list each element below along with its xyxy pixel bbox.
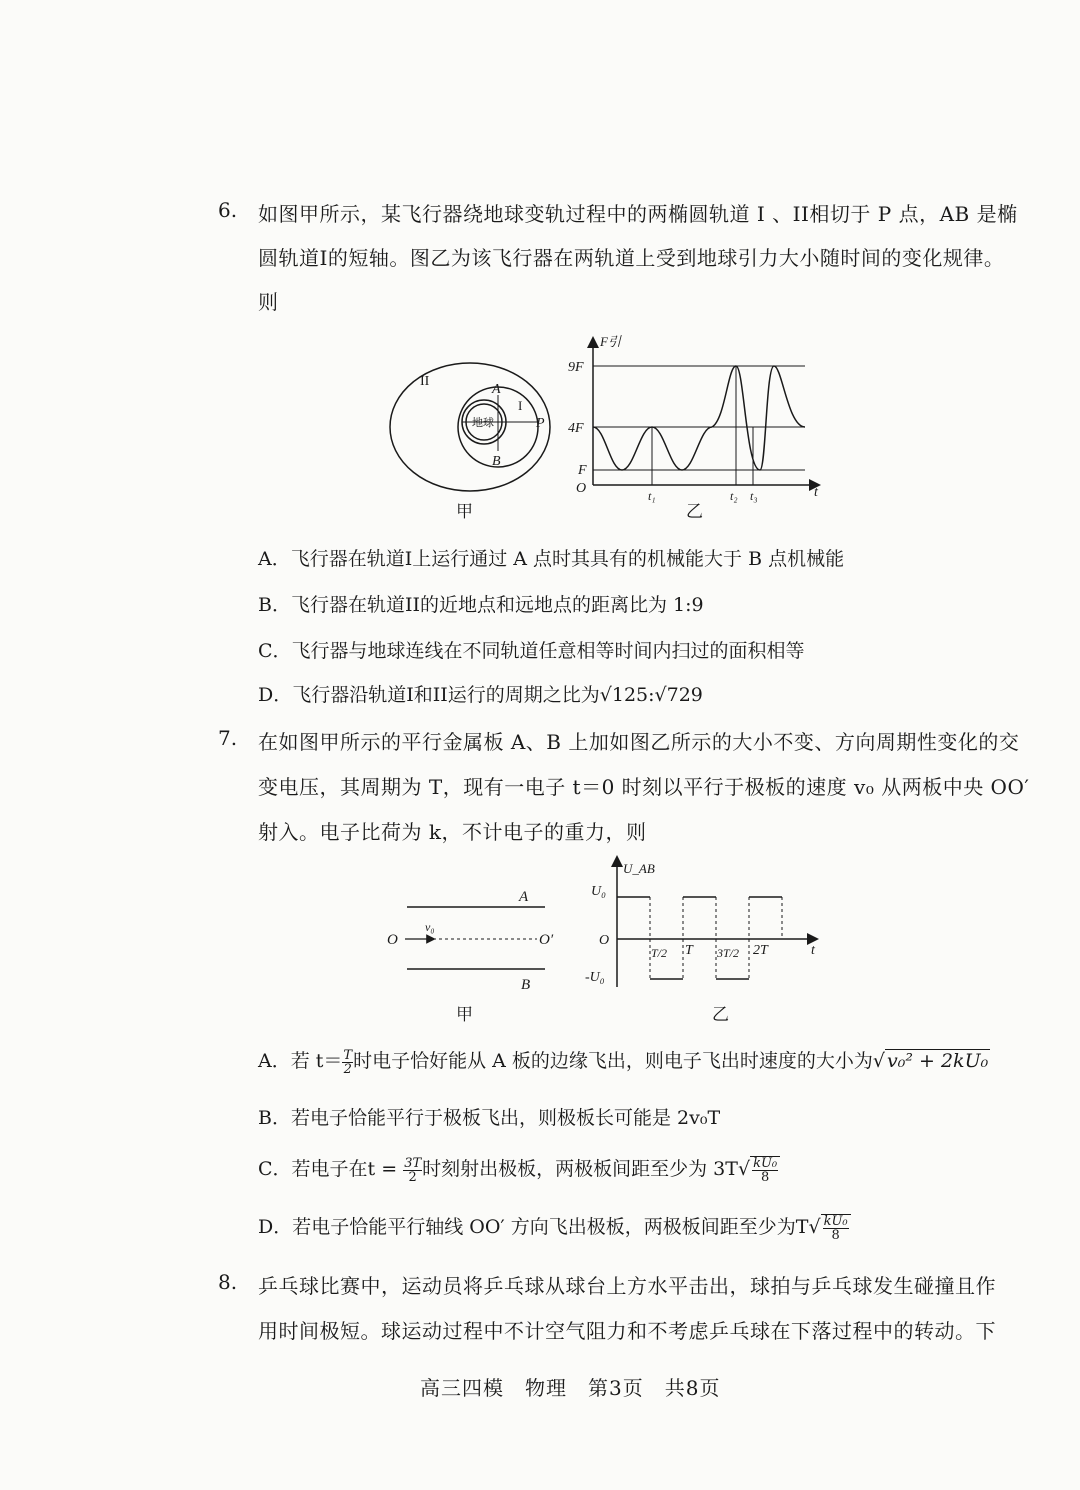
q7-fig-right-caption: 乙 xyxy=(712,1005,729,1025)
plate-b-label: B xyxy=(521,977,531,993)
q8-stem-line-2: 用时间极短。球运动过程中不计空气阻力和不考虑乒乓球在下落过程中的转动。下 xyxy=(258,1319,996,1343)
q8-number: 8. xyxy=(218,1270,238,1294)
q7-figure-plates xyxy=(385,885,575,995)
q6-option-b: B．飞行器在轨道II的近地点和远地点的距离比为 1:9 xyxy=(258,594,704,616)
q7-stem-line-3: 射入。电子比荷为 k，不计电子的重力，则 xyxy=(258,820,647,844)
plate-a-label: A xyxy=(519,889,529,905)
t-3half-label: 3T/2 xyxy=(717,946,740,960)
x-axis-label: t xyxy=(811,943,815,958)
q6-stem-line-3: 则 xyxy=(258,290,279,314)
q7-option-a-fraction: $\frac{T}{2}$ xyxy=(343,1047,353,1077)
neg-u0-label: -U₀ xyxy=(585,970,605,985)
q7-number: 7. xyxy=(218,726,238,750)
t1-label: t₁ xyxy=(648,489,656,503)
point-o-label: O xyxy=(387,932,398,948)
q7-fig-left-caption: 甲 xyxy=(456,1005,473,1025)
v0-label: v₀ xyxy=(425,920,435,934)
t3-label: t₃ xyxy=(750,489,758,503)
q6-option-d: D．飞行器沿轨道I和II运行的周期之比为√125:√729 xyxy=(258,684,703,706)
q7-option-a xyxy=(258,1046,990,1076)
q7-option-c xyxy=(258,1154,780,1184)
t-half-label: T/2 xyxy=(651,946,668,960)
u0-label: U₀ xyxy=(591,884,606,899)
q7-option-c-fraction: $\frac{3T}{2}$ xyxy=(404,1155,422,1185)
level-f-label: F xyxy=(578,463,587,478)
point-b-label: B xyxy=(492,454,501,469)
q7-option-d-radical: $\frac{\text{kU₀}}{8}$ xyxy=(821,1214,851,1242)
point-a-label: A xyxy=(492,382,501,397)
q6-fig-right-caption: 乙 xyxy=(686,502,703,522)
t2-label: t₂ xyxy=(730,489,738,503)
q6-figure-orbits xyxy=(380,355,560,520)
y-axis-label: U_AB xyxy=(623,861,655,876)
page-footer: 高三四模 物理 第3页 共8页 xyxy=(420,1376,721,1400)
q6-option-a: A．飞行器在轨道I上运行通过 A 点时其具有的机械能大于 B 点机械能 xyxy=(258,548,845,570)
q7-stem-line-2: 变电压，其周期为 T，现有一电子 t＝0 时刻以平行于极板的速度 v₀ 从两板中央 OO′ xyxy=(258,775,1030,799)
point-o-prime-label: O′ xyxy=(539,932,554,948)
x-axis-label: t xyxy=(814,485,818,500)
q7-option-c-radical: $\frac{\text{kU₀}}{8}$ xyxy=(750,1156,780,1184)
earth-label: 地球 xyxy=(472,417,494,429)
q6-figure-force-graph xyxy=(560,330,830,505)
q6-number: 6. xyxy=(218,198,238,222)
origin-label: O xyxy=(599,933,610,948)
orbit-2-curve xyxy=(712,366,805,470)
q7-option-c-pre: C．若电子在t = xyxy=(258,1158,404,1180)
q6-stem-line-2: 圆轨道I的短轴。图乙为该飞行器在两轨道上受到地球引力大小随时间的变化规律。 xyxy=(258,246,1005,270)
q7-option-c-mid: 时刻射出极板，两极板间距至少为 3T xyxy=(422,1158,738,1180)
q6-option-c: C．飞行器与地球连线在不同轨道任意相等时间内扫过的面积相等 xyxy=(258,640,805,662)
level-4f-label: 4F xyxy=(568,421,584,436)
q7-option-d xyxy=(258,1212,851,1242)
q7-option-a-mid: 时电子恰好能从 A 板的边缘飞出，则电子飞出时速度的大小为 xyxy=(353,1050,873,1072)
q6-stem-line-1: 如图甲所示，某飞行器绕地球变轨过程中的两椭圆轨道 I 、II相切于 P 点，AB 是椭 xyxy=(258,202,1018,226)
sqrt-icon: √ xyxy=(872,1050,885,1072)
orbit-2-ellipse xyxy=(390,363,550,491)
point-p-label: P xyxy=(536,416,545,431)
t-period-label: T xyxy=(685,943,693,958)
origin-label: O xyxy=(576,481,587,496)
sqrt-icon: √ xyxy=(737,1158,751,1180)
q7-stem-line-1: 在如图甲所示的平行金属板 A、B 上加如图乙所示的大小不变、方向周期性变化的交 xyxy=(258,730,1020,754)
orbit-1-label: I xyxy=(518,398,523,413)
q6-fig-left-caption: 甲 xyxy=(456,502,473,522)
q7-option-d-pre: D．若电子恰能平行轴线 OO′ 方向飞出极板，两极板间距至少为T xyxy=(258,1216,809,1238)
q7-option-b: B．若电子恰能平行于极板飞出，则极板长可能是 2v₀T xyxy=(258,1107,721,1129)
level-9f-label: 9F xyxy=(568,360,584,375)
voltage-wave-verticals xyxy=(650,897,782,979)
q7-figure-voltage-graph xyxy=(585,855,825,995)
sqrt-icon: √ xyxy=(808,1216,821,1238)
t-2t-label: 2T xyxy=(753,943,768,958)
q8-stem-line-1: 乒乓球比赛中，运动员将乒乓球从球台上方水平击出，球拍与乒乓球发生碰撞且作 xyxy=(258,1274,996,1298)
q7-option-a-radicand: v₀² + 2kU₀ xyxy=(887,1050,989,1072)
q7-option-a-pre: A．若 t＝ xyxy=(258,1050,343,1072)
orbit-2-label: II xyxy=(420,374,430,389)
y-axis-label: F引 xyxy=(600,334,621,349)
